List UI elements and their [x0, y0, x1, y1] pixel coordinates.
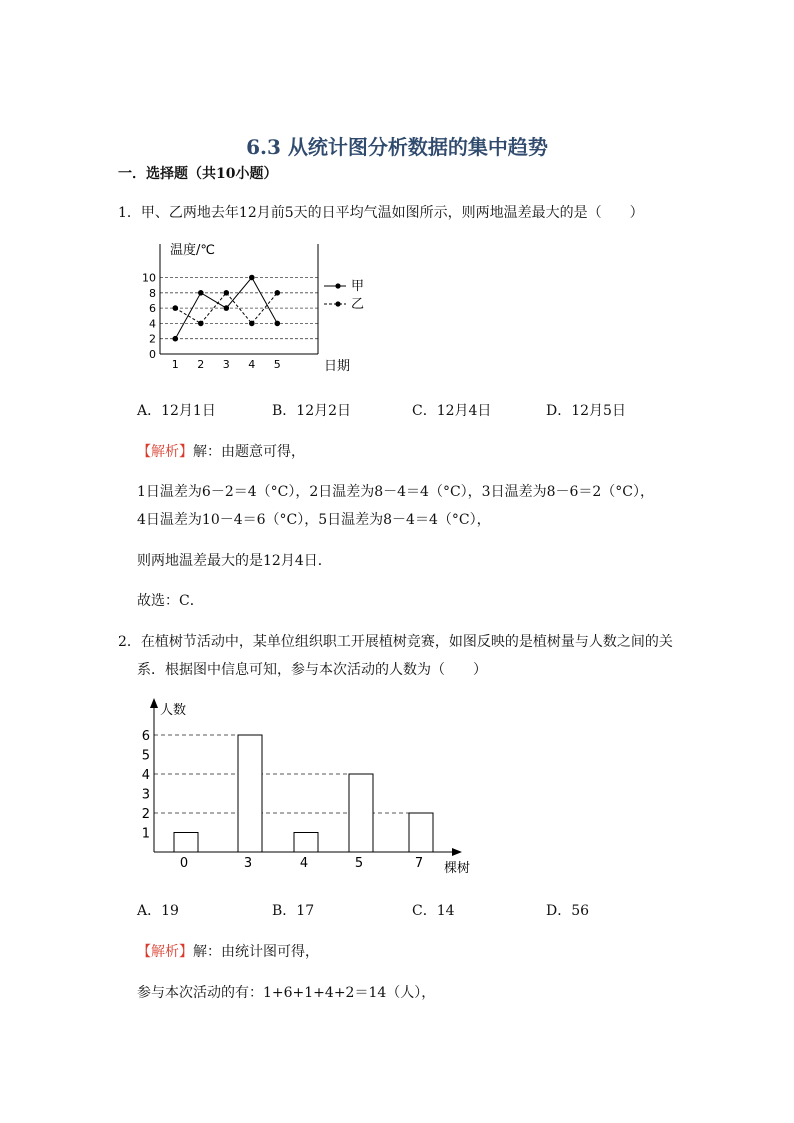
x-tick-label: 5 — [354, 856, 364, 871]
y-axis-label: 温度/℃ — [170, 243, 215, 258]
x-axis-arrow — [452, 848, 462, 856]
q1-analysis-line-4: 则两地温差最大的是12月4日． — [137, 553, 332, 569]
legend-marker-yi — [335, 301, 340, 306]
q2-option-b: B．17 — [272, 903, 315, 919]
question-1-stem: 1．甲、乙两地去年12月前5天的日平均气温如图所示，则两地温差最大的是（ ） — [118, 205, 644, 221]
y-tick-label: 4 — [141, 768, 150, 783]
data-point-yi — [275, 290, 281, 296]
x-tick-label: 3 — [243, 856, 253, 871]
x-tick-label: 4 — [299, 856, 309, 871]
analysis-text: 解：由题意可得， — [193, 444, 305, 460]
q2-option-a: A．19 — [137, 903, 179, 919]
y-tick-label: 2 — [149, 332, 156, 346]
y-tick-label: 5 — [141, 748, 150, 764]
data-point-jia — [249, 275, 255, 281]
page-title: 6.3 从统计图分析数据的集中趋势 — [246, 135, 548, 159]
data-point-yi — [173, 305, 179, 311]
data-point-yi — [224, 290, 230, 296]
x-tick-label: 1 — [171, 358, 179, 371]
data-point-yi — [249, 321, 255, 327]
q1-analysis-line-1 — [137, 441, 305, 461]
legend-label-yi: 乙 — [351, 297, 365, 312]
q1-option-c: C．12月4日 — [412, 403, 492, 419]
temperature-line-chart — [140, 238, 380, 378]
y-axis-arrow — [150, 698, 158, 708]
x-tick-label: 3 — [222, 358, 230, 371]
analysis-tag: 【解析】 — [137, 444, 193, 460]
data-point-yi — [198, 321, 204, 327]
bar-3 — [238, 735, 262, 852]
analysis-text: 解：由统计图可得， — [193, 944, 319, 960]
y-tick-label: 4 — [149, 317, 156, 331]
bar-0 — [174, 833, 198, 853]
y-tick-label: 3 — [141, 787, 150, 803]
section-heading: 一．选择题（共10小题） — [118, 166, 278, 182]
q2-analysis-line-1 — [137, 941, 319, 961]
legend-label-jia: 甲 — [351, 279, 365, 294]
y-tick-label: 8 — [149, 286, 156, 300]
y-tick-label: 6 — [141, 729, 150, 744]
bar-4 — [294, 833, 318, 853]
x-tick-label: 0 — [179, 856, 189, 871]
data-point-jia — [224, 305, 230, 311]
legend-marker-jia — [335, 283, 340, 288]
q2-option-c: C．14 — [412, 903, 455, 919]
bar-5 — [349, 774, 373, 852]
bar-7 — [409, 813, 433, 852]
q1-option-d: D．12月5日 — [546, 403, 626, 419]
question-2-stem-line-1: 2．在植树节活动中，某单位组织职工开展植树竞赛，如图反映的是植树量与人数之间的关 — [118, 634, 673, 650]
y-tick-label: 2 — [141, 807, 150, 822]
y-tick-label: 1 — [141, 826, 150, 842]
q1-analysis-line-5: 故选：C． — [137, 593, 204, 609]
analysis-tag: 【解析】 — [137, 944, 193, 960]
x-axis-label: 棵树 — [444, 861, 471, 876]
y-tick-label: 0 — [149, 348, 156, 361]
y-tick-label: 6 — [149, 302, 156, 316]
x-axis-label: 日期 — [324, 359, 351, 374]
q2-option-d: D．56 — [546, 903, 590, 919]
legend — [324, 279, 364, 312]
q2-analysis-line-2: 参与本次活动的有：1+6+1+4+2＝14（人）， — [137, 985, 436, 1001]
q1-option-a: A．12月1日 — [137, 403, 216, 419]
question-2-stem-line-2: 系．根据图中信息可知，参与本次活动的人数为（ ） — [137, 662, 487, 678]
y-axis-label: 人数 — [160, 703, 187, 718]
q1-option-b: B．12月2日 — [272, 403, 352, 419]
x-tick-label: 4 — [248, 358, 256, 371]
data-point-jia — [275, 321, 281, 327]
x-tick-label: 7 — [414, 856, 424, 871]
tree-planting-bar-chart — [136, 694, 476, 878]
data-point-jia — [173, 336, 179, 342]
q1-analysis-line-3: 4日温差为10－4＝6（°C），5日温差为8－4＝4（°C）， — [137, 512, 491, 528]
x-tick-label: 2 — [197, 358, 205, 371]
data-point-jia — [198, 290, 204, 296]
x-tick-label: 5 — [273, 358, 281, 371]
q1-analysis-line-2: 1日温差为6－2＝4（°C），2日温差为8－4＝4（°C），3日温差为8－6＝2（°C）， — [137, 484, 655, 500]
y-tick-label: 10 — [142, 271, 156, 285]
